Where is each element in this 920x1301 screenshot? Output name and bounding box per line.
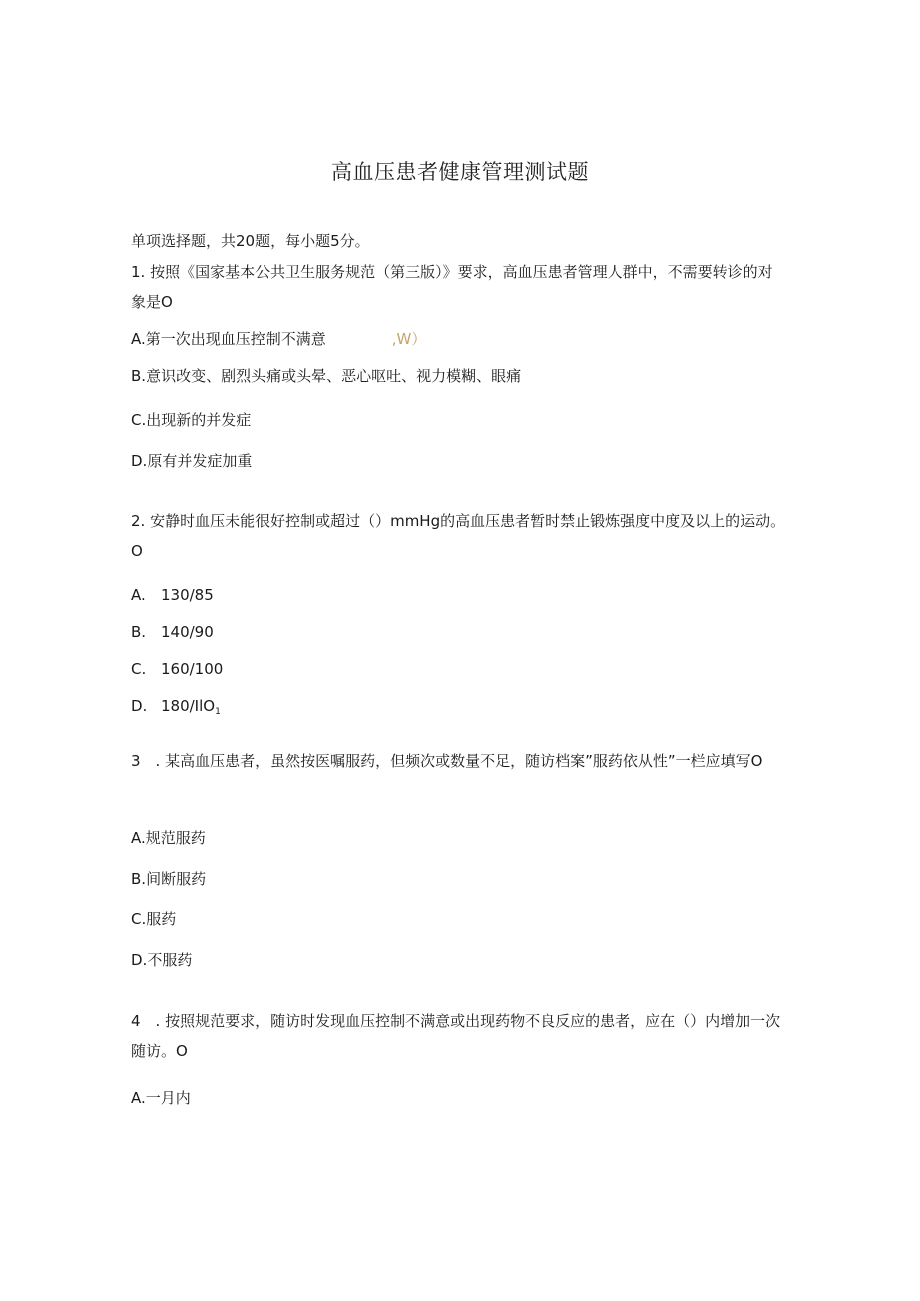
option-letter: D. [131, 951, 148, 969]
option-text: 不服药 [147, 951, 193, 969]
question-1-option-d [131, 449, 252, 473]
option-letter: B. [131, 623, 147, 641]
question-3-option-a [131, 826, 206, 850]
option-letter: C. [131, 910, 147, 928]
option-text: 130/85 [161, 586, 214, 604]
question-1-stem: 1. 按照《国家基本公共卫生服务规范（第三版）》要求，高血压患者管理人群中，不需要转诊的对象是O [131, 263, 773, 311]
question-3-stem: 3 . 某高血压患者，虽然按医嘱服药，但频次或数量不足，随访档案”服药依从性”一栏应填写O [131, 752, 763, 770]
option-text: 140/90 [161, 623, 214, 641]
option-letter: A. [131, 330, 146, 348]
option-text: 一月内 [145, 1089, 191, 1107]
question-2-option-d [131, 694, 221, 724]
question-2-stem: 2. 安静时血压未能很好控制或超过（）mmHg的高血压患者暂时禁止锻炼强度中度及以上的运动。O [131, 512, 786, 560]
option-letter: C. [131, 660, 147, 678]
option-letter: A. [131, 1089, 146, 1107]
option-letter: B. [131, 870, 147, 888]
question-1-option-b [131, 364, 521, 388]
document-title: 高血压患者健康管理测试题 [331, 160, 589, 184]
option-text: 180/IlO [161, 697, 216, 715]
option-text: 服药 [146, 910, 177, 928]
question-3-option-b [131, 867, 206, 891]
option-letter: C. [131, 411, 147, 429]
option-subscript: 1 [215, 707, 221, 717]
option-text: 间断服药 [146, 870, 207, 888]
question-2-option-a [131, 583, 214, 607]
question-1-option-c [131, 408, 251, 432]
option-text: 160/100 [161, 660, 224, 678]
option-letter: B. [131, 367, 147, 385]
section-intro: 单项选择题，共20题，每小题5分。 [131, 232, 370, 250]
question-3-option-c [131, 907, 176, 931]
option-text: 意识改变、剧烈头痛或头晕、恶心呕吐、视力模糊、眼痛 [146, 367, 522, 385]
question-2-option-b [131, 620, 214, 644]
option-text: 规范服药 [145, 829, 206, 847]
question-4-stem: 4 . 按照规范要求，随访时发现血压控制不满意或出现药物不良反应的患者，应在（）内增加一次随访。O [131, 1012, 781, 1060]
question-3-option-d [131, 948, 192, 972]
question-2-option-c [131, 657, 223, 681]
option-text: 第一次出现血压控制不满意 [145, 330, 326, 348]
option-letter: A. [131, 829, 146, 847]
option-letter: A. [131, 586, 146, 604]
question-1-option-a [131, 327, 426, 351]
option-text: 原有并发症加重 [147, 452, 253, 470]
option-letter: D. [131, 452, 148, 470]
option-text: 出现新的并发症 [146, 411, 252, 429]
option-overlay-mark: ,W） [391, 330, 427, 348]
question-4-option-a [131, 1086, 191, 1110]
option-letter: D. [131, 697, 148, 715]
